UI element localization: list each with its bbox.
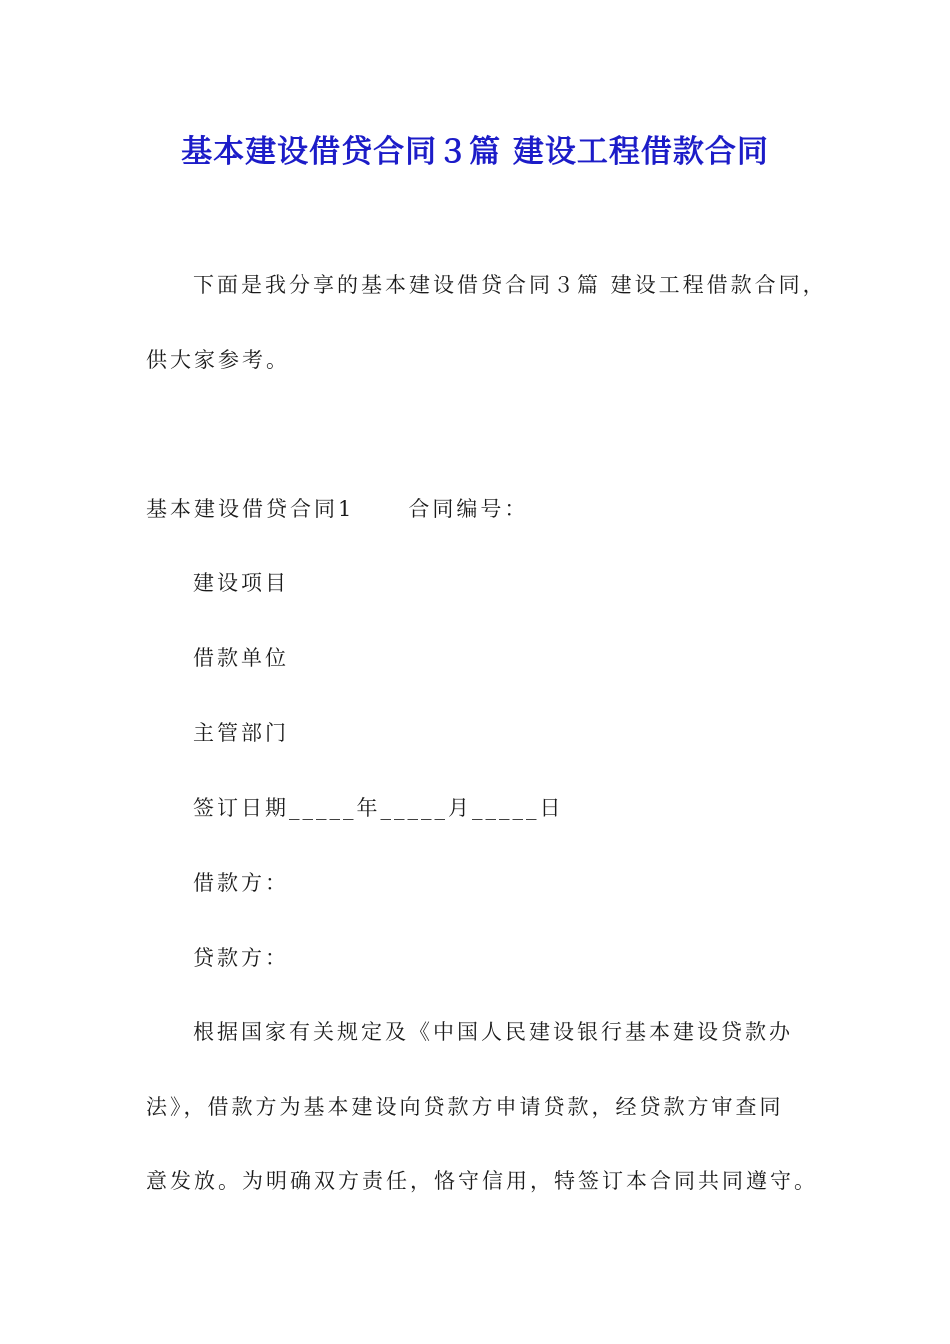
body-line-3: 意发放。为明确双方责任，恪守信用，特签订本合同共同遵守。 xyxy=(146,1169,818,1193)
document-title: 基本建设借贷合同３篇 建设工程借款合同 xyxy=(181,134,769,170)
field-borrower-unit: 借款单位 xyxy=(193,646,289,670)
field-department: 主管部门 xyxy=(193,721,289,745)
intro-line-1: 下面是我分享的基本建设借贷合同３篇 建设工程借款合同， xyxy=(193,273,827,297)
contract-number-label: 合同编号： xyxy=(408,497,529,521)
field-lender: 贷款方： xyxy=(193,946,289,970)
section-heading-row xyxy=(146,494,528,524)
field-project: 建设项目 xyxy=(193,571,289,595)
body-line-1: 根据国家有关规定及《中国人民建设银行基本建设贷款办 xyxy=(193,1020,793,1044)
section-heading: 基本建设借贷合同1 xyxy=(146,497,355,521)
body-line-2: 法》，借款方为基本建设向贷款方申请贷款，经贷款方审查同 xyxy=(146,1095,784,1119)
intro-line-2: 供大家参考。 xyxy=(146,348,290,372)
field-signing-date: 签订日期_____年_____月_____日 xyxy=(193,796,564,820)
field-borrower: 借款方： xyxy=(193,871,289,895)
